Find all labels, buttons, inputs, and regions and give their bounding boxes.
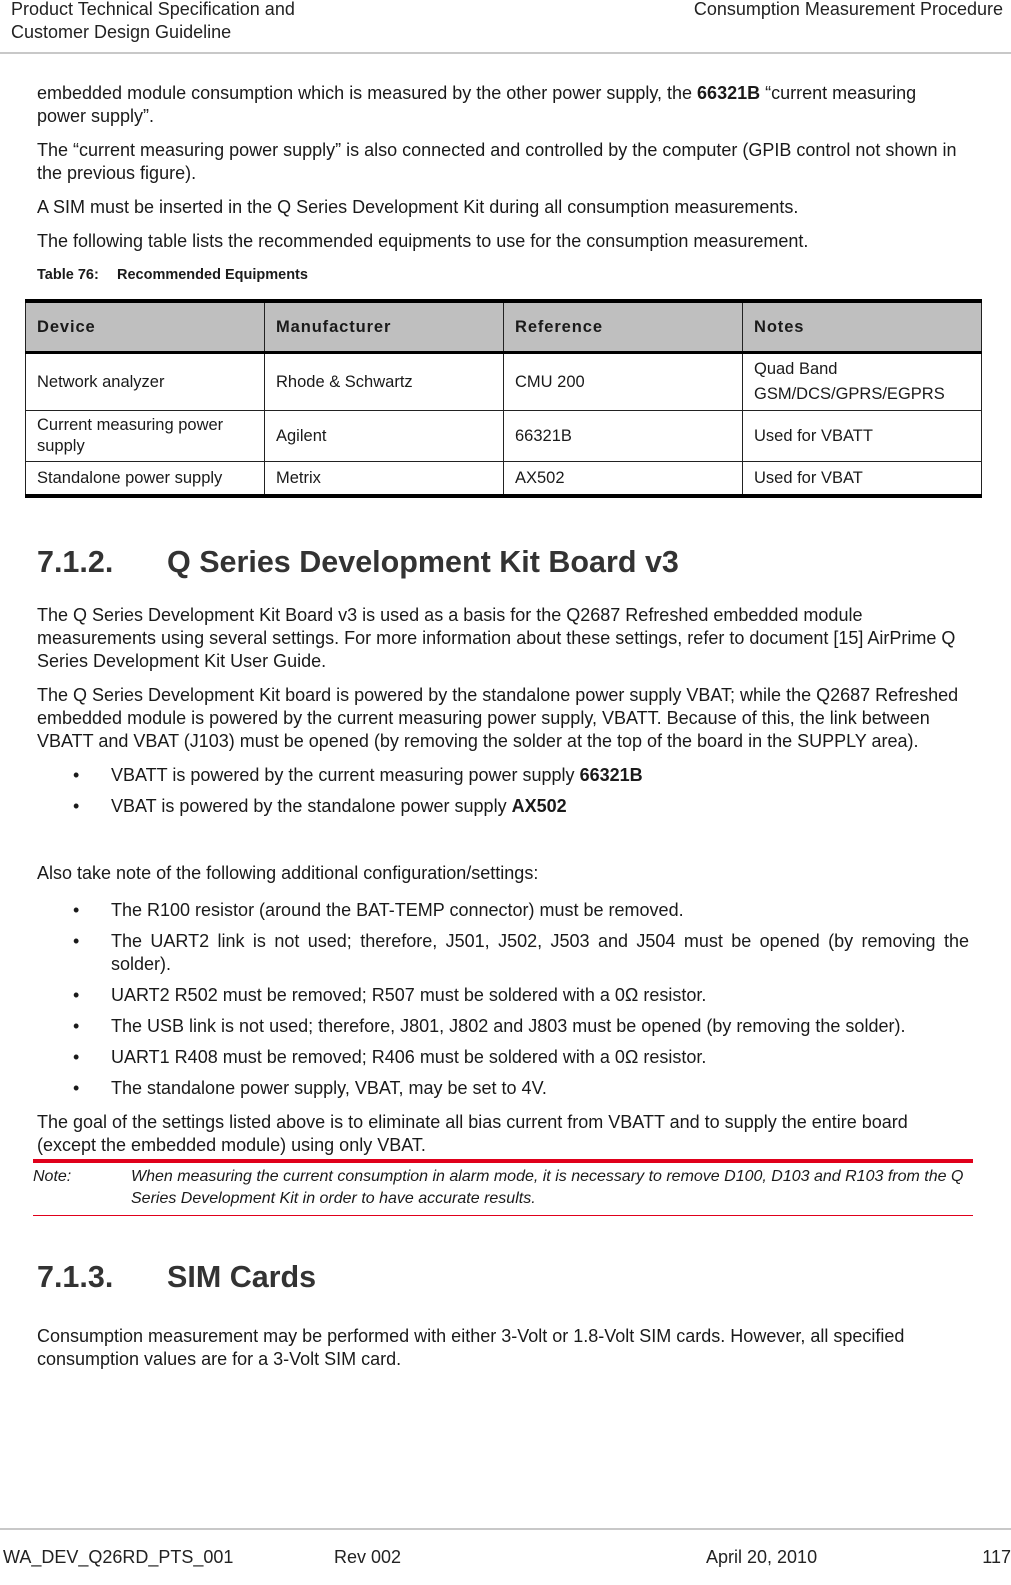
table-caption-title: Recommended Equipments (117, 267, 308, 283)
list-item (37, 899, 969, 922)
list-item-bold: AX502 (511, 796, 567, 816)
table-cell: Current measuring power supply (26, 411, 265, 462)
column-header-device: Device (26, 301, 265, 353)
section-heading-7-1-2 (37, 545, 969, 580)
bullet-icon: • (73, 765, 80, 785)
intro-paragraph-3: A SIM must be inserted in the Q Series Development Kit during all consumption measurements. (37, 197, 799, 217)
list-item (37, 1046, 969, 1069)
list-item (37, 984, 969, 1007)
column-header-manufacturer: Manufacturer (265, 301, 504, 353)
list-item-text: UART2 R502 must be removed; R507 must be soldered with a 0Ω resistor. (111, 985, 707, 1005)
section1-paragraph-3: Also take note of the following additional configuration/settings: (37, 863, 539, 883)
column-header-reference: Reference (504, 301, 743, 353)
header-title-line2: Customer Design Guideline (11, 22, 232, 42)
table-cell: AX502 (504, 462, 743, 497)
list-item-text: VBAT is powered by the standalone power supply (111, 796, 512, 816)
header-doc-title (11, 0, 295, 44)
bullet-icon: • (73, 796, 80, 816)
note-label: Note: (33, 1168, 72, 1185)
table-cell: CMU 200 (504, 353, 743, 411)
bullet-icon: • (73, 900, 80, 920)
table-cell: Quad Band GSM/DCS/GPRS/EGPRS (743, 353, 982, 411)
footer-page-number: 117 (982, 1547, 1011, 1567)
list-item (37, 795, 969, 818)
list-item-text: The R100 resistor (around the BAT-TEMP connector) must be removed. (111, 900, 684, 920)
footer-doc-id: WA_DEV_Q26RD_PTS_001 (3, 1547, 234, 1567)
list-item-text: The UART2 link is not used; therefore, J501, J502, J503 and J504 must be opened (by removing the solder). (111, 931, 969, 974)
table-header-row (26, 301, 982, 353)
bullet-icon: • (73, 1016, 80, 1036)
table-cell: Used for VBAT (743, 462, 982, 497)
page-header (0, 0, 1011, 54)
list-item (37, 1015, 969, 1038)
table-row (26, 462, 982, 497)
table-cell: Agilent (265, 411, 504, 462)
list-item-bold: 66321B (579, 765, 643, 785)
section1-paragraph-1: The Q Series Development Kit Board v3 is used as a basis for the Q2687 Refreshed embedded module measurements using several settings. For more information about these settings, refer to document [15] AirPrime Q Series Development Kit User Guide. (37, 605, 956, 671)
section2-paragraph-1: Consumption measurement may be performed with either 3-Volt or 1.8-Volt SIM cards. However, all specified consumption values are for a 3-Volt SIM card. (37, 1326, 905, 1369)
list-item-text: The standalone power supply, VBAT, may be set to 4V. (111, 1078, 547, 1098)
note-box (33, 1159, 973, 1216)
table-cell: Used for VBATT (743, 411, 982, 462)
list-item (37, 930, 969, 976)
intro-paragraph-2: The “current measuring power supply” is also connected and controlled by the computer (GPIB control not shown in the previous figure). (37, 140, 957, 183)
page-footer (0, 1528, 1011, 1585)
table-row (26, 411, 982, 462)
footer-revision: Rev 002 (334, 1547, 402, 1567)
bullet-icon: • (73, 985, 80, 1005)
table-cell: 66321B (504, 411, 743, 462)
page-body (33, 82, 969, 1382)
column-header-notes: Notes (743, 301, 982, 353)
table-cell: Network analyzer (26, 353, 265, 411)
list-item-text: VBATT is powered by the current measuring power supply (111, 765, 580, 785)
settings-bullet-list (37, 899, 969, 1100)
section1-paragraph-2: The Q Series Development Kit board is powered by the standalone power supply VBAT; while the Q2687 Refreshed embedded module is powered by the current measuring power supply, VBATT. Because of this, the link between VBATT and VBAT (J103) must be opened (by removing the solder at the top of the board in the SUPPLY area). (37, 685, 959, 751)
section-title: Q Series Development Kit Board v3 (167, 545, 679, 579)
list-item (37, 764, 969, 787)
bullet-icon: • (73, 1078, 80, 1098)
section-number: 7.1.2. (37, 545, 114, 579)
section-title: SIM Cards (167, 1260, 317, 1294)
bullet-icon: • (73, 1047, 80, 1067)
header-chapter-title: Consumption Measurement Procedure (693, 0, 1003, 19)
header-title-line1: Product Technical Specification and (11, 0, 295, 19)
table-caption (37, 267, 969, 283)
intro-paragraph-1 (37, 82, 969, 128)
intro-p1-tail: “current measuring power supply”. (37, 83, 917, 126)
list-item-text: The USB link is not used; therefore, J801, J802 and J803 must be opened (by removing the solder). (111, 1016, 906, 1036)
section-number: 7.1.3. (37, 1260, 114, 1294)
section-heading-7-1-3 (37, 1260, 969, 1295)
footer-date: April 20, 2010 (706, 1547, 818, 1567)
list-item-text: UART1 R408 must be removed; R406 must be soldered with a 0Ω resistor. (111, 1047, 707, 1067)
table-cell: Standalone power supply (26, 462, 265, 497)
intro-p1-text: embedded module consumption which is measured by the other power supply, the (37, 83, 698, 103)
note-text: When measuring the current consumption in alarm mode, it is necessary to remove D100, D103 and R103 from the Q Series Development Kit in order to have accurate results. (131, 1168, 964, 1207)
intro-paragraph-4: The following table lists the recommended equipments to use for the consumption measurement. (37, 231, 809, 251)
equipment-table (25, 299, 982, 498)
intro-p1-bold: 66321B (697, 83, 761, 103)
table-row (26, 353, 982, 411)
section1-paragraph-4: The goal of the settings listed above is to eliminate all bias current from VBATT and to supply the entire board (except the embedded module) using only VBAT. (37, 1112, 908, 1155)
power-bullet-list (37, 764, 969, 818)
bullet-icon: • (73, 931, 80, 951)
list-item (37, 1077, 969, 1100)
table-cell: Metrix (265, 462, 504, 497)
table-cell: Rhode & Schwartz (265, 353, 504, 411)
table-caption-number: Table 76: (37, 267, 99, 283)
